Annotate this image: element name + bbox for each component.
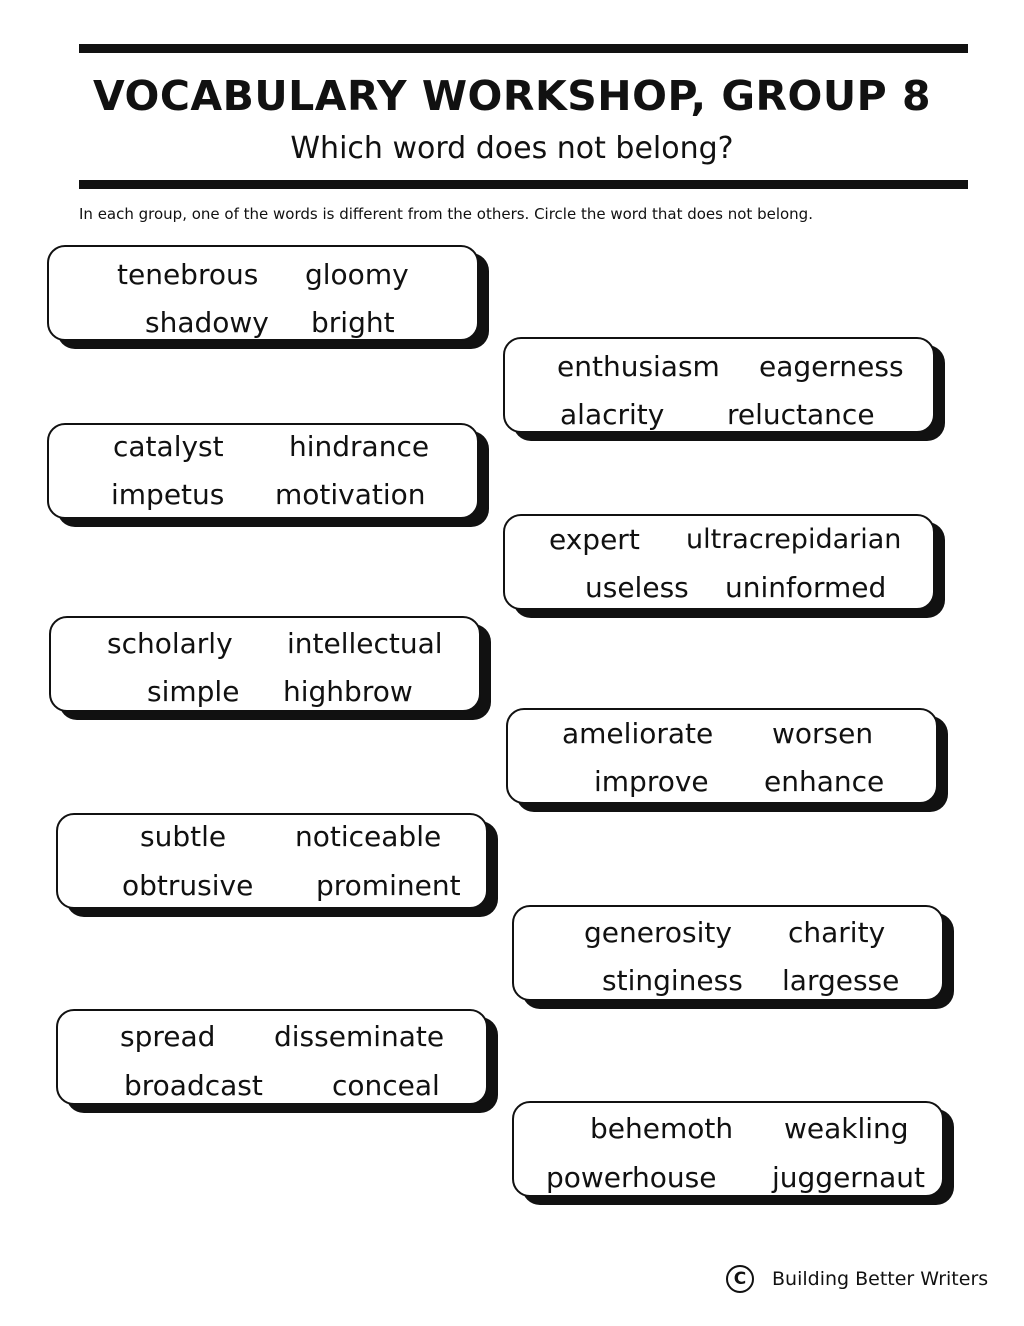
page-subtitle: Which word does not belong? (290, 131, 734, 166)
word-option[interactable]: enhance (764, 765, 885, 798)
word-group-card (47, 423, 479, 519)
word-group-card (512, 905, 944, 1001)
word-option[interactable]: subtle (140, 820, 227, 853)
word-option[interactable]: simple (147, 675, 240, 708)
word-option[interactable]: stinginess (602, 964, 743, 997)
word-option[interactable]: alacrity (560, 398, 665, 431)
word-option[interactable]: worsen (772, 717, 874, 750)
word-option[interactable]: tenebrous (117, 258, 259, 291)
word-option[interactable]: weakling (784, 1112, 909, 1145)
word-group-card (56, 813, 488, 909)
word-option[interactable]: impetus (111, 478, 225, 511)
word-group-card (47, 245, 479, 341)
word-group-card (56, 1009, 488, 1105)
word-option[interactable]: broadcast (124, 1069, 263, 1102)
word-option[interactable]: useless (585, 571, 689, 604)
word-group-card (503, 337, 935, 433)
word-option[interactable]: ameliorate (562, 717, 714, 750)
word-option[interactable]: uninformed (725, 571, 887, 604)
word-group-card (49, 616, 481, 712)
instructions: In each group, one of the words is different from the others. Circle the word that does not belong. (79, 205, 813, 223)
word-option[interactable]: scholarly (107, 627, 233, 660)
page-title: VOCABULARY WORKSHOP, GROUP 8 (92, 72, 932, 120)
word-option[interactable]: motivation (275, 478, 426, 511)
word-option[interactable]: powerhouse (546, 1161, 717, 1194)
top-divider (79, 44, 968, 53)
word-option[interactable]: improve (594, 765, 709, 798)
word-option[interactable]: eagerness (759, 350, 904, 383)
word-group-card (503, 514, 935, 610)
footer-credit: Building Better Writers (772, 1268, 989, 1290)
word-option[interactable]: shadowy (145, 306, 269, 339)
word-option[interactable]: juggernaut (772, 1161, 925, 1194)
word-option[interactable]: catalyst (113, 430, 224, 463)
copyright-icon: C (726, 1265, 754, 1293)
word-option[interactable]: obtrusive (122, 869, 254, 902)
word-option[interactable]: highbrow (283, 675, 413, 708)
word-option[interactable]: hindrance (289, 430, 430, 463)
footer (726, 1262, 988, 1296)
word-option[interactable]: conceal (332, 1069, 440, 1102)
bottom-divider (79, 180, 968, 189)
word-option[interactable]: gloomy (305, 258, 409, 291)
word-option[interactable]: behemoth (590, 1112, 734, 1145)
word-option[interactable]: intellectual (287, 627, 443, 660)
word-option[interactable]: disseminate (274, 1020, 445, 1053)
word-option[interactable]: ultracrepidarian (686, 524, 902, 555)
word-option[interactable]: noticeable (295, 820, 442, 853)
word-option[interactable]: prominent (316, 869, 461, 902)
word-option[interactable]: bright (311, 306, 395, 339)
word-option[interactable]: generosity (584, 916, 732, 949)
word-option[interactable]: enthusiasm (557, 350, 720, 383)
word-option[interactable]: expert (549, 523, 640, 556)
word-option[interactable]: largesse (782, 964, 900, 997)
word-option[interactable]: spread (120, 1020, 216, 1053)
word-option[interactable]: reluctance (727, 398, 875, 431)
word-option[interactable]: charity (788, 916, 886, 949)
word-group-card (512, 1101, 944, 1197)
word-group-card (506, 708, 938, 804)
